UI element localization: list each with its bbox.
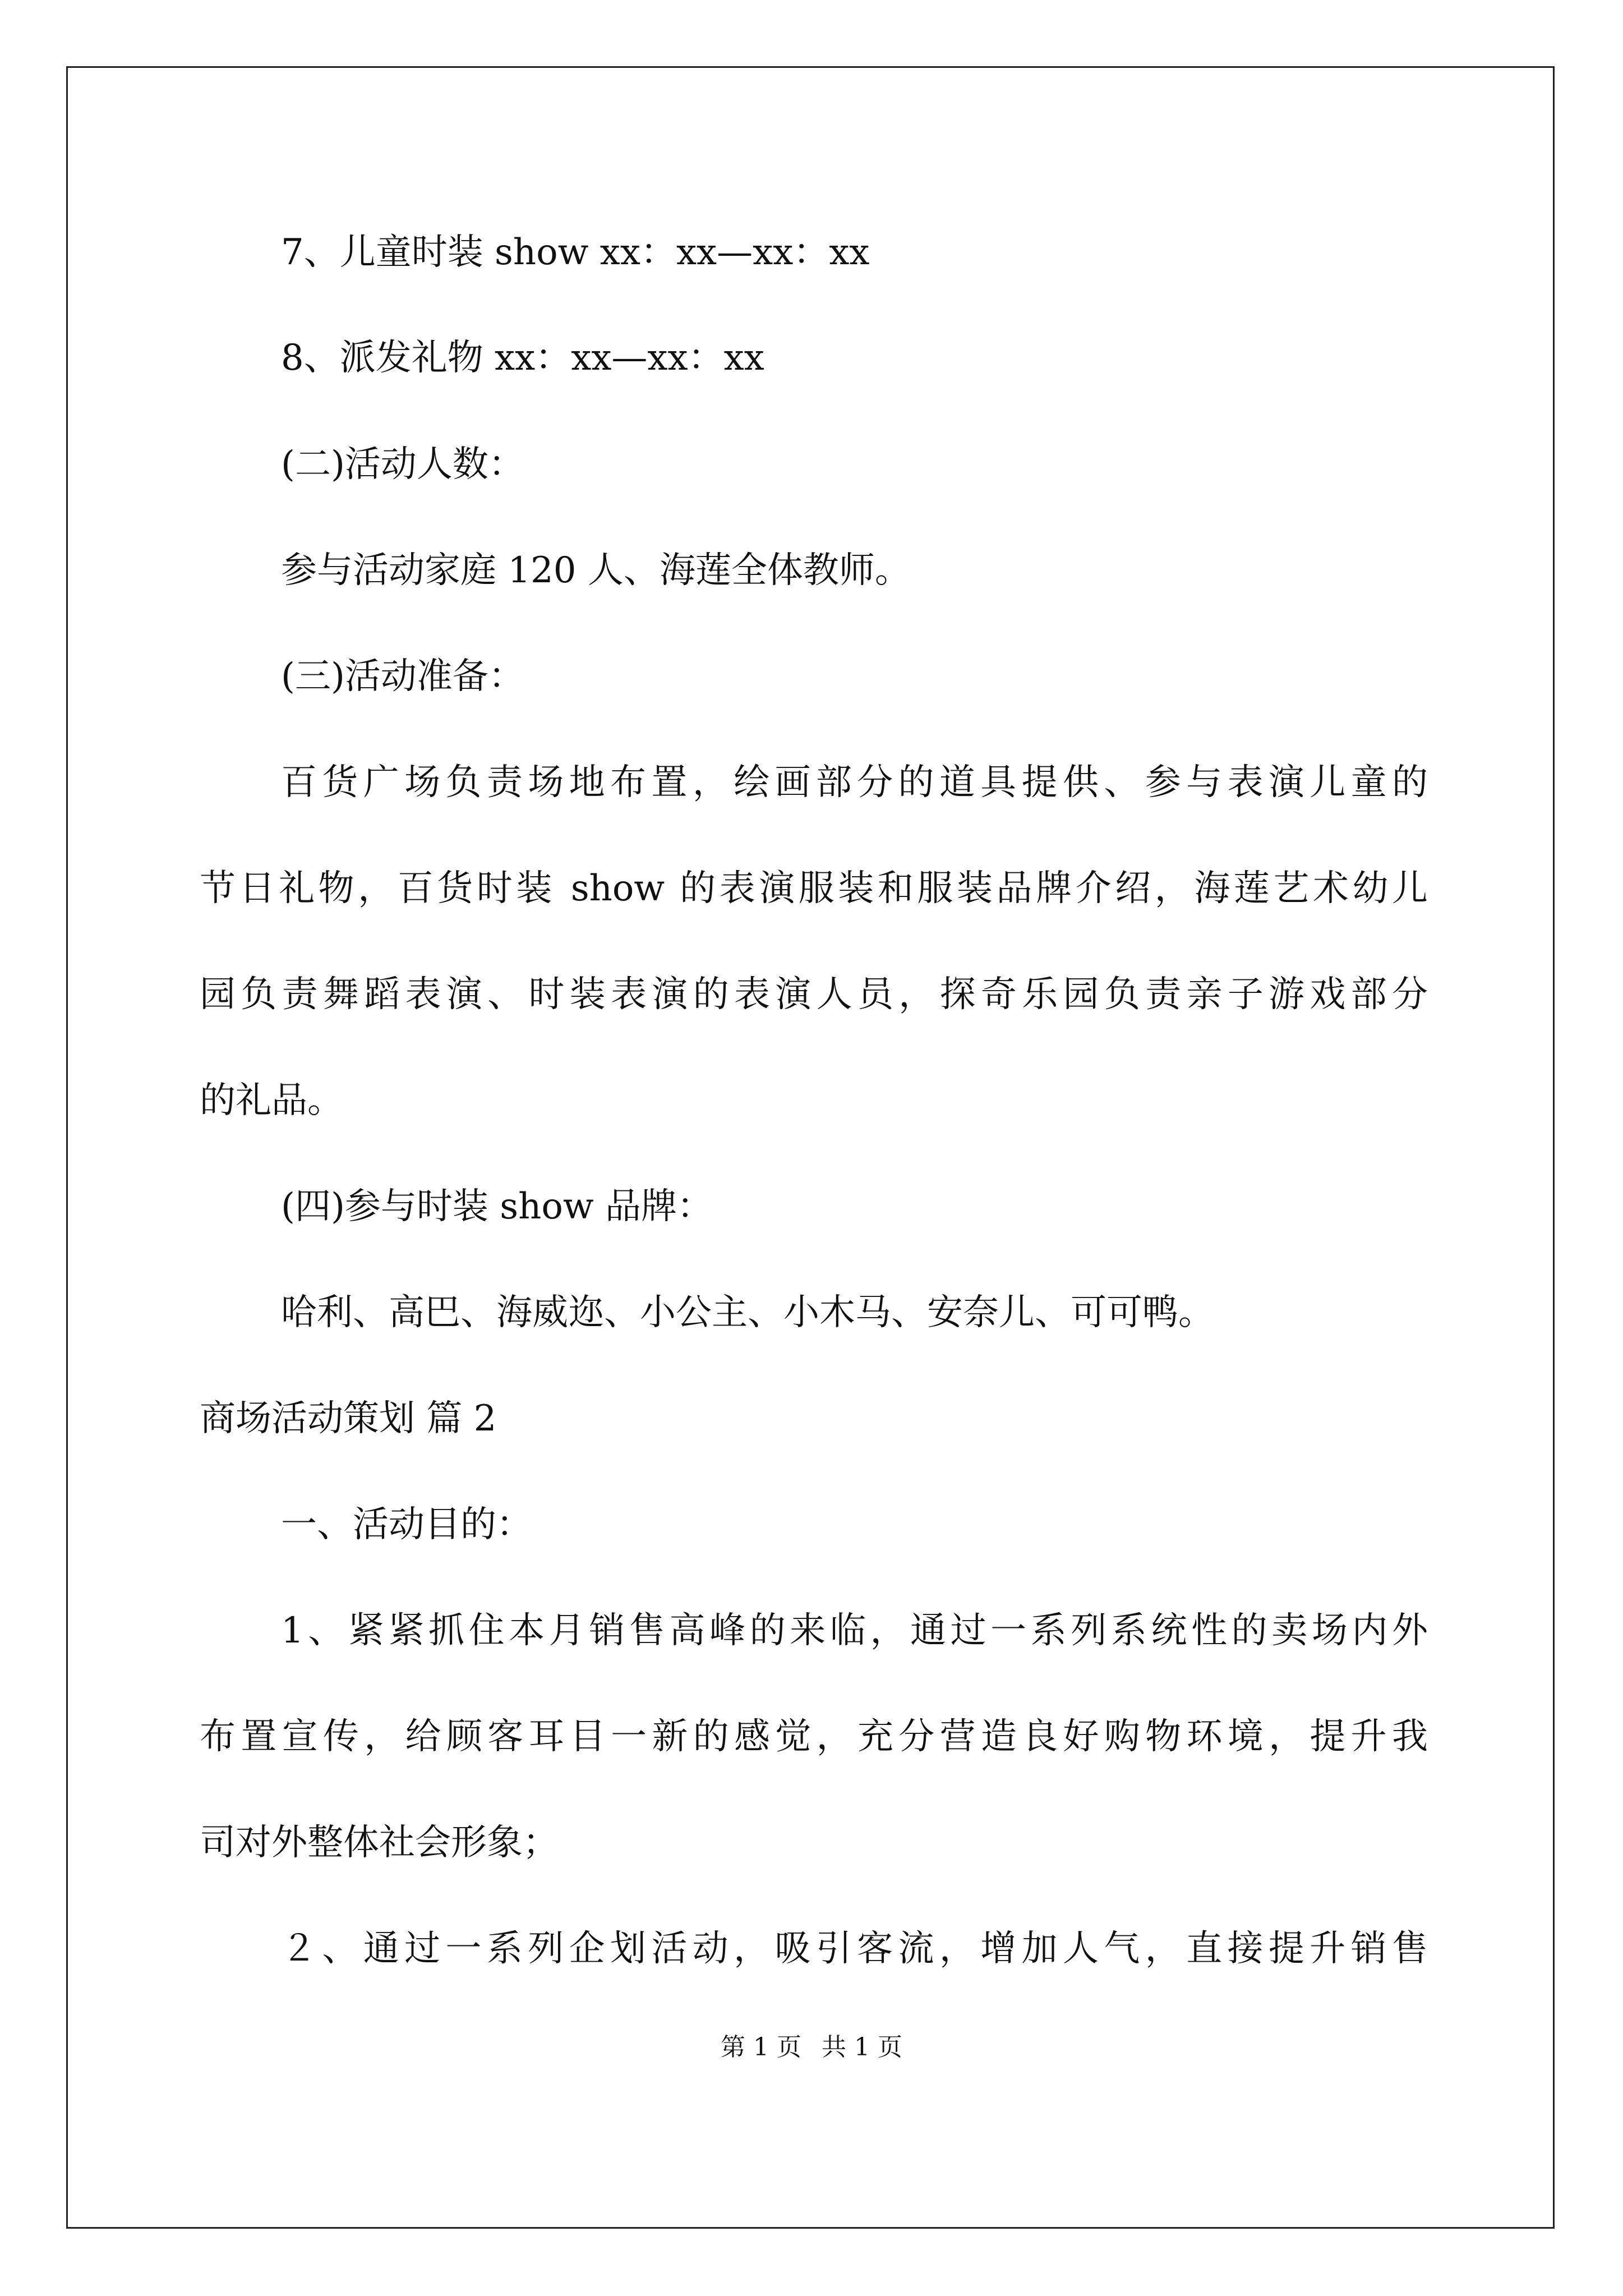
- paragraph-line: 节日礼物，百货时装 show 的表演服装和服装品牌介绍，海莲艺术幼儿: [200, 868, 1428, 909]
- paragraph-line: 园负责舞蹈表演、时装表演的表演人员，探奇乐园负责亲子游戏部分: [200, 974, 1428, 1015]
- text-line: 8、派发礼物 xx：xx—xx：xx: [281, 337, 764, 379]
- paragraph-line: 的礼品。: [200, 1080, 343, 1121]
- section-heading: 一、活动目的：: [281, 1504, 532, 1545]
- paragraph-line: ２、通过一系列企划活动，吸引客流，增加人气，直接提升销售: [281, 1928, 1428, 1970]
- page-frame: [66, 66, 1555, 2229]
- text-line: 参与活动家庭 120 人、海莲全体教师。: [281, 550, 911, 591]
- paragraph-line: 百货广场负责场地布置，绘画部分的道具提供、参与表演儿童的: [281, 762, 1428, 803]
- paragraph-line: 1、紧紧抓住本月销售高峰的来临，通过一系列系统性的卖场内外: [281, 1610, 1428, 1651]
- section-heading: (二)活动人数：: [281, 444, 524, 485]
- section-heading: (三)活动准备：: [281, 656, 524, 697]
- article-heading: 商场活动策划 篇 2: [200, 1398, 497, 1439]
- paragraph-line: 布置宣传，给顾客耳目一新的感觉，充分营造良好购物环境，提升我: [200, 1716, 1428, 1757]
- page-footer: [0, 2031, 1623, 2064]
- page-total: 共 1 页: [822, 2033, 902, 2062]
- text-line: 哈利、高巴、海威迩、小公主、小木马、安奈儿、可可鸭。: [281, 1292, 1214, 1333]
- page-number: 第 1 页: [721, 2033, 801, 2062]
- section-heading: (四)参与时装 show 品牌：: [281, 1186, 713, 1227]
- text-line: 7、儿童时装 show xx：xx—xx：xx: [281, 232, 870, 273]
- paragraph-line: 司对外整体社会形象；: [200, 1822, 559, 1864]
